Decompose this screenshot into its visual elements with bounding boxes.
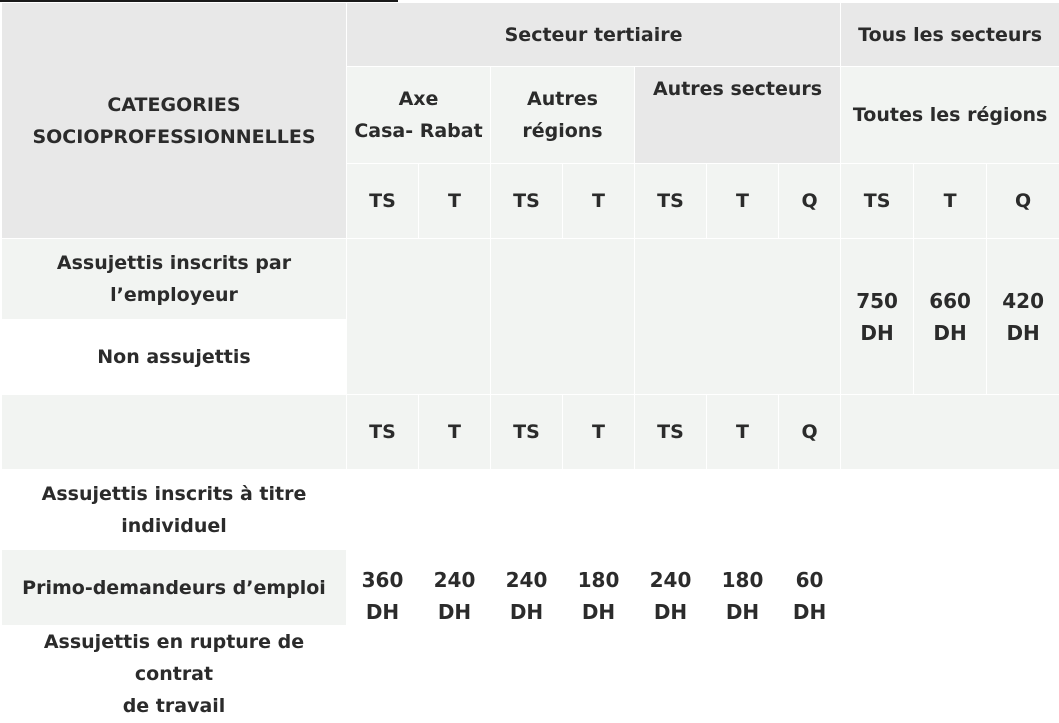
amount: 240 [641,564,700,596]
autres-regions-header [491,67,635,164]
toutes-regions-header [841,67,1059,164]
code-t: T [419,395,491,470]
code-t: T [563,164,635,239]
category-assujettis-individuel [2,470,347,550]
header-row-sectors [2,3,1059,67]
code-ts: TS [635,164,707,239]
axe-line1: Axe [353,83,484,115]
value-autres-secteurs-q [779,470,841,723]
currency: DH [920,317,980,349]
currency: DH [785,596,834,628]
currency: DH [569,596,628,628]
value-autres-regions-ts [491,470,563,723]
tous-secteurs-header [841,3,1059,67]
autres-regions-line1: Autres [497,83,628,115]
autres-secteurs-header [635,67,841,164]
category-label-line1: Assujettis inscrits à titre [8,478,340,510]
category-label: Non assujettis [97,346,250,368]
code-ts: TS [841,164,914,239]
code-ts: TS [491,164,563,239]
code-ts: TS [347,395,419,470]
code-t: T [563,395,635,470]
empty-autres-secteurs-cell [635,239,841,395]
value-axe-t [419,470,491,723]
category-label-line1: Assujettis inscrits par [8,247,340,279]
currency: DH [353,596,412,628]
amount: 420 [993,285,1053,317]
currency: DH [847,317,907,349]
value-axe-ts [347,470,419,723]
axe-casa-rabat-header [347,67,491,164]
empty-tous-cell [841,395,1059,470]
value-autres-regions-t [563,470,635,723]
secteur-tertiaire-label: Secteur tertiaire [505,24,683,46]
value-tous-ts [841,239,914,395]
code-q: Q [779,395,841,470]
toutes-regions-label: Toutes les régions [853,104,1048,126]
code-ts: TS [491,395,563,470]
code-ts: TS [347,164,419,239]
rates-table [1,2,1059,723]
category-label-line2: l’employeur [8,279,340,311]
category-label: Primo-demandeurs d’emploi [22,577,326,599]
categories-header [2,3,347,239]
amount: 360 [353,564,412,596]
code-q: Q [987,164,1059,239]
currency: DH [993,317,1053,349]
amount: 660 [920,285,980,317]
currency: DH [713,596,772,628]
empty-axe-cell [347,239,491,395]
autres-regions-line2: régions [497,115,628,147]
category-rupture-contrat [2,626,347,723]
amount: 180 [713,564,772,596]
value-autres-secteurs-ts [635,470,707,723]
amount: 60 [785,564,834,596]
empty-autres-regions-cell [491,239,635,395]
category-primo-demandeurs [2,550,347,626]
category-assujettis-employeur [2,239,347,320]
autres-secteurs-label: Autres secteurs [653,78,822,100]
code-t: T [707,395,779,470]
value-tous-t [914,239,987,395]
row-assujettis-employeur [2,239,1059,320]
code-ts: TS [635,395,707,470]
currency: DH [425,596,484,628]
code-t: T [914,164,987,239]
categories-header-line2: SOCIOPROFESSIONNELLES [8,121,340,153]
categories-header-line1: CATEGORIES [8,89,340,121]
code-t: T [419,164,491,239]
empty-category-cell [2,395,347,470]
amount: 240 [425,564,484,596]
value-autres-secteurs-t [707,470,779,723]
category-label-line2: individuel [8,510,340,542]
empty-tous-cell [841,470,1059,723]
category-label-line1: Assujettis en rupture de contrat [8,626,340,690]
code-t: T [707,164,779,239]
category-label-line2: de travail [8,690,340,722]
category-non-assujettis [2,320,347,395]
row-assujettis-individuel [2,470,1059,550]
amount: 180 [569,564,628,596]
code-q: Q [779,164,841,239]
amount: 750 [847,285,907,317]
axe-line2: Casa- Rabat [353,115,484,147]
currency: DH [497,596,556,628]
amount: 240 [497,564,556,596]
codes-row-2 [2,395,1059,470]
currency: DH [641,596,700,628]
value-tous-q [987,239,1059,395]
tous-secteurs-label: Tous les secteurs [858,24,1042,46]
secteur-tertiaire-header [347,3,841,67]
